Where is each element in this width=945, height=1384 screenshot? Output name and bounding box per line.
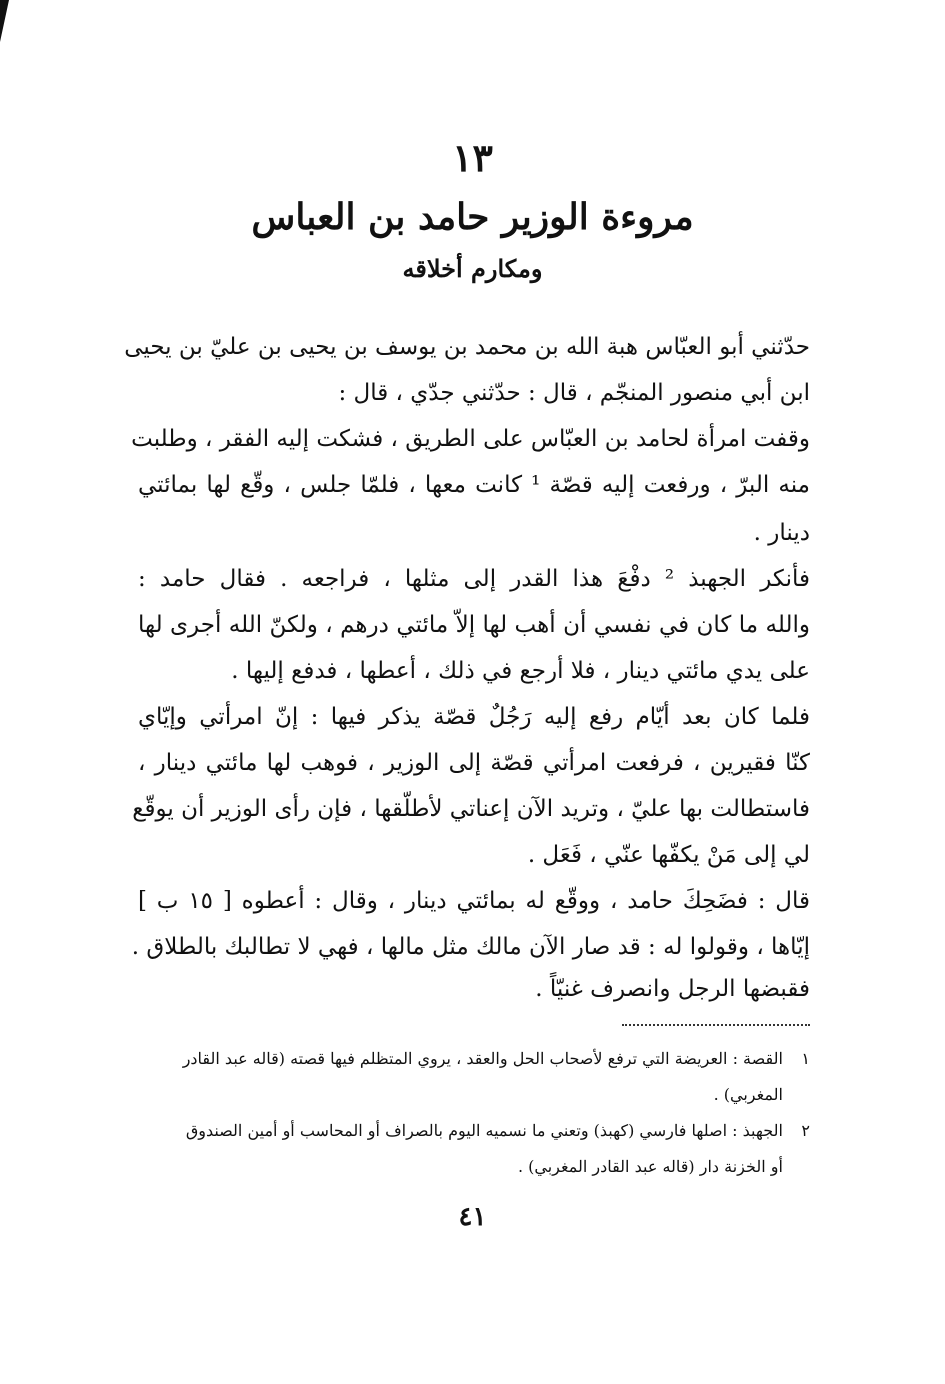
text-line: ابن أبي منصور المنجّم ، قال : حدّثني جدّي ، قال : <box>338 380 810 406</box>
text-line: فاستطالت بها عليّ ، وتريد الآن إعناتي لأطلّقها ، فإن رأى الوزير أن يوقّع <box>132 796 810 822</box>
text-line: فأنكر الجهبذ ² دفْعَ هذا القدر إلى مثلها ، فراجعه . فقال حامد : <box>138 566 810 592</box>
footnote <box>128 1114 810 1148</box>
text-line: دينار . <box>753 520 810 546</box>
text-line: حدّثني أبو العبّاس هبة الله بن محمد بن يوسف بن يحيى بن عليّ بن يحيى <box>124 334 810 360</box>
text-line: وقفت امرأة لحامد بن العبّاس على الطريق ، فشكت إليه الفقر ، وطلبت <box>131 426 810 452</box>
text-line: قال : فضَحِكَ حامد ، ووقّع له بمائتي دينار ، وقال : أعطوه [ ١٥ ب ] <box>138 888 810 914</box>
chapter-number: ١٣ <box>452 135 493 180</box>
text-line: فقبضها الرجل وانصرف غنيّاً . <box>535 976 810 1002</box>
page-number: ٤١ <box>458 1202 487 1232</box>
text-line: إيّاها ، وقولوا له : قد صار الآن مالك مثل مالها ، فهي لا تطالبك بالطلاق . <box>131 934 810 960</box>
footnote-number: ١ <box>801 1049 810 1068</box>
text-line: منه البرّ ، ورفعت إليه قصّة ¹ كانت معها ، فلمّا جلس ، وقّع لها بمائتي <box>138 472 810 498</box>
text-line: كنّا فقيرين ، فرفعت امرأتي قصّة إلى الوزير ، فوهب لها مائتي دينار ، <box>138 750 810 776</box>
text-line: لي إلى مَنْ يكفّها عنّي ، فَعَل . <box>527 842 810 868</box>
footnote-continuation <box>128 1078 810 1112</box>
text-line: فلما كان بعد أيّام رفع إليه رَجُلٌ قصّة يذكر فيها : إنّ امرأتي وإيّاي <box>138 704 810 730</box>
text-line: والله ما كان في نفسي أن أهب لها إلاّ مائتي درهم ، ولكنّ الله أجرى لها <box>138 612 810 638</box>
footnote <box>128 1042 810 1076</box>
chapter-title: مروءة الوزير حامد بن العباس <box>251 196 694 238</box>
footnote-continuation <box>128 1150 810 1184</box>
text-line: على يدي مائتي دينار ، فلا أرجع في ذلك ، أعطها ، فدفع إليها . <box>231 658 810 684</box>
footnote-text: الجهبذ : اصلها فارسي (كهبذ) وتعني ما نسميه اليوم بالصراف أو المحاسب أو أمين الصندوق <box>185 1121 783 1140</box>
footnote-text: المغربي) . <box>713 1085 783 1104</box>
corner-mark <box>0 0 9 42</box>
chapter-subtitle: ومكارم أخلاقه <box>402 254 543 283</box>
footnote-number: ٢ <box>801 1121 810 1140</box>
footnote-text: أو الخزنة دار (قاله عبد القادر المغربي) . <box>517 1157 783 1176</box>
footnotes <box>124 0 810 1200</box>
footnote-text: القصة : العريضة التي ترفع لأصحاب الحل والعقد ، يروي المتظلم فيها قصته (قاله عبد القادر <box>182 1049 783 1068</box>
